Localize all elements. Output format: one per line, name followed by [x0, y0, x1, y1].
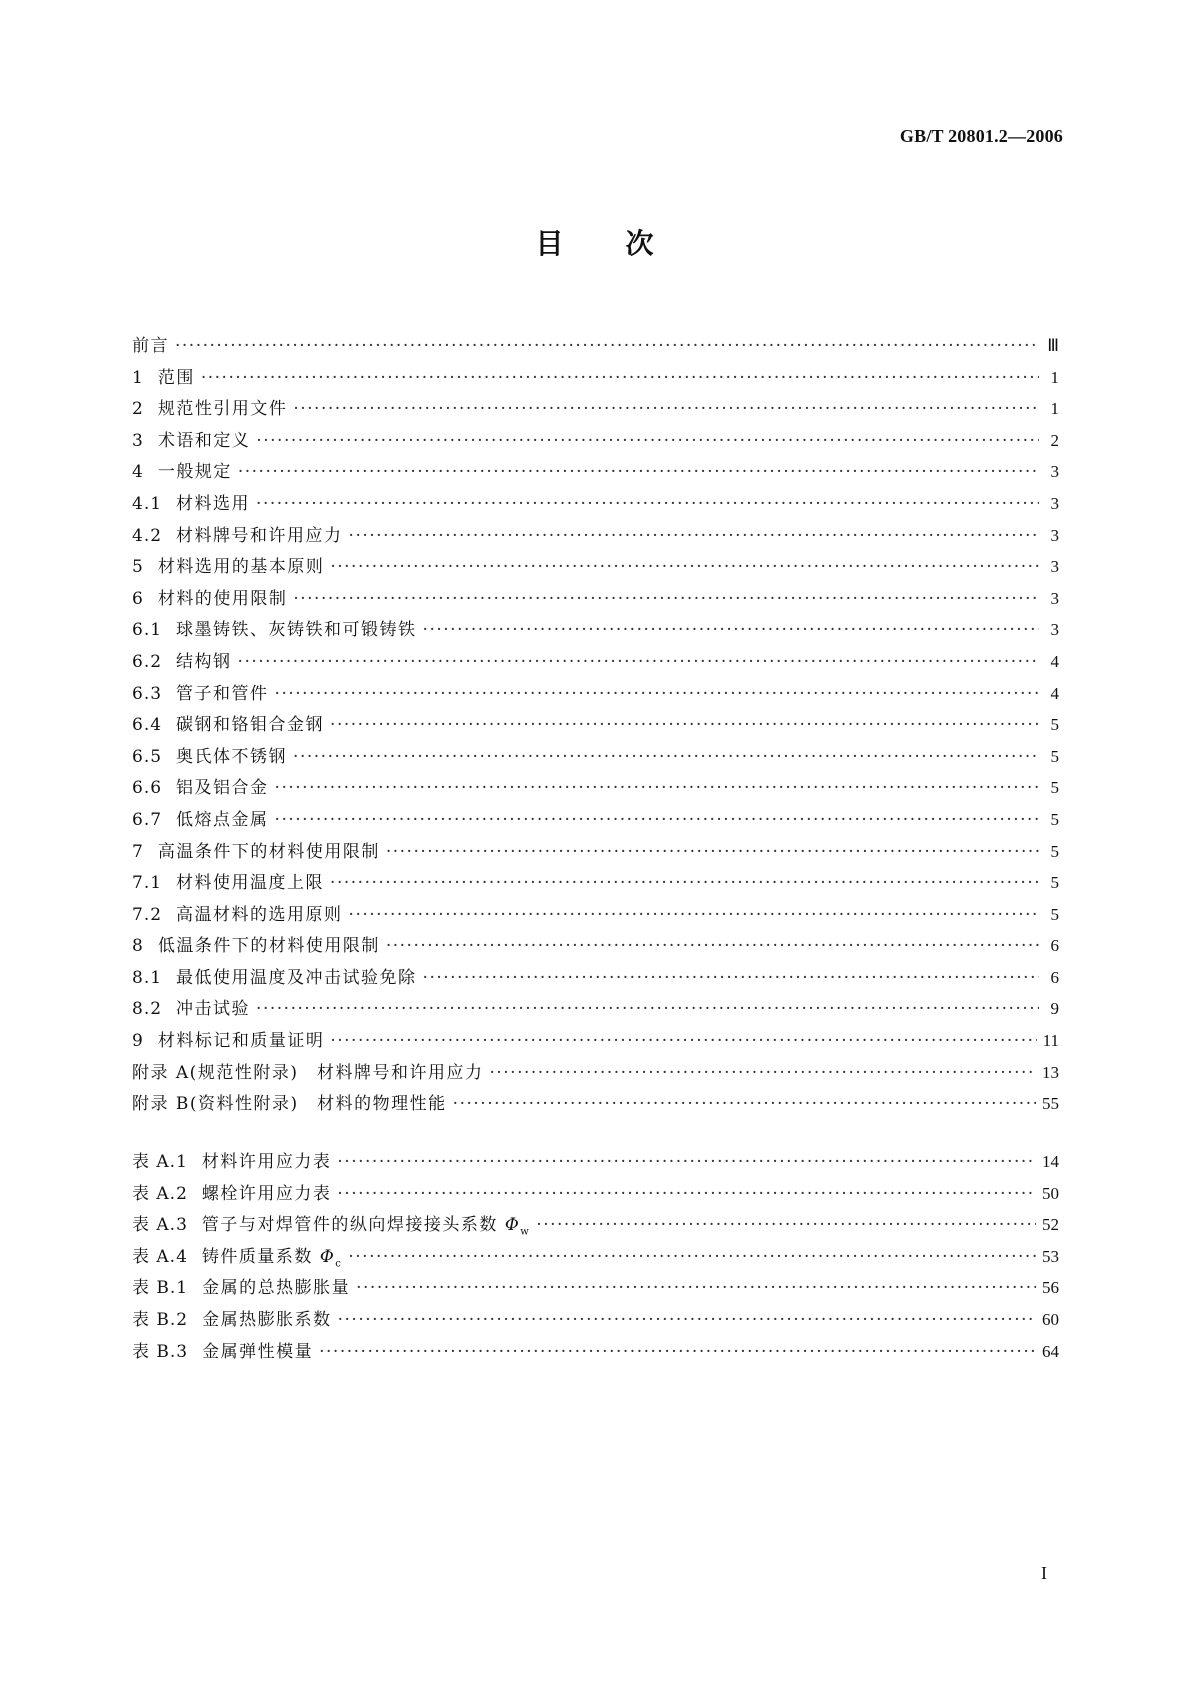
toc-entry-label-text: 材料选用 [176, 493, 251, 514]
toc-entry[interactable] [132, 741, 1059, 773]
toc-entry[interactable] [132, 520, 1059, 552]
toc-entry-page: 4 [1050, 651, 1059, 671]
toc-entry-label-text: 材料标记和质量证明 [157, 1031, 325, 1052]
toc-entry-page: 3 [1050, 525, 1059, 545]
toc-entry-number: 表 B.1 [132, 1278, 189, 1299]
toc-entry-page: 4 [1050, 683, 1059, 703]
toc-entry-page: 53 [1042, 1246, 1059, 1266]
toc-entry-label-text: 材料的使用限制 [157, 588, 288, 609]
toc-entry-page: 2 [1050, 430, 1059, 450]
toc-entry-page: 5 [1050, 715, 1059, 735]
toc-entry-label [188, 1337, 313, 1369]
toc-entry-label-text: 材料使用温度上限 [176, 873, 325, 894]
toc-entry-label [162, 615, 417, 647]
toc-entry-page: 5 [1050, 778, 1059, 798]
page-number: I [1041, 1563, 1047, 1583]
toc-entry-number: 6.1 [132, 620, 163, 641]
toc-entry-label [144, 1026, 325, 1058]
toc-entry-number: 3 [132, 430, 144, 451]
toc-entry[interactable] [132, 425, 1059, 457]
toc-entry-symbol: Φ [319, 1246, 336, 1267]
toc-entry[interactable] [132, 1025, 1059, 1057]
toc-entry-label-text: 材料许用应力表 [201, 1152, 332, 1172]
title-char-1: 目 [535, 227, 566, 260]
title-char-2: 次 [625, 227, 656, 260]
toc-entry-label-text: 奥氏体不锈钢 [176, 746, 288, 767]
toc-entry-page: 56 [1042, 1278, 1059, 1298]
toc-entry-label [144, 457, 232, 489]
toc-entry-page: 1 [1050, 399, 1059, 419]
toc-entry-page: 6 [1050, 936, 1059, 956]
toc-entry-page: 5 [1050, 746, 1059, 766]
toc-leader-dots [293, 742, 1039, 774]
toc-entry[interactable] [132, 614, 1059, 646]
toc-leader-dots [356, 1273, 1036, 1305]
page-title [0, 222, 1191, 262]
toc-entry[interactable] [132, 1088, 1059, 1120]
toc-entry[interactable] [132, 804, 1059, 836]
toc-entry-label-text: 低熔点金属 [176, 809, 269, 830]
toc-entry-label-text: 金属的总热膨胀量 [202, 1278, 351, 1299]
toc-entry-label [144, 394, 288, 426]
toc-entry-label [188, 1273, 350, 1305]
toc-leader-dots [536, 1210, 1036, 1242]
toc-entry-number: 6.2 [132, 651, 163, 672]
toc-entry[interactable] [132, 709, 1059, 741]
toc-leader-dots [386, 931, 1039, 963]
toc-entry-page: 6 [1050, 967, 1059, 987]
toc-entry-label [162, 805, 269, 837]
toc-entry-label-text: 高温材料的选用原则 [176, 904, 343, 925]
toc-entry[interactable] [132, 1146, 1059, 1178]
toc-entry-label-text: 球墨铸铁、灰铸铁和可锻铸铁 [176, 620, 417, 641]
toc-entry-label-text: 规范性引用文件 [157, 399, 288, 420]
toc-entry-label [144, 837, 380, 869]
toc-entry-number: 6.6 [132, 778, 163, 799]
standard-code: GB/T 20801.2—2006 [899, 126, 1063, 146]
toc-entry-label [162, 773, 269, 805]
toc-entry-label-text: 铸件质量系数 [201, 1246, 313, 1267]
toc-entry-number: 6.7 [132, 809, 163, 830]
toc-entry-number: 5 [132, 557, 144, 578]
toc-leader-dots [348, 1242, 1036, 1274]
toc-leader-dots [337, 1179, 1036, 1211]
toc-entry-label-text: 铝及铝合金 [176, 778, 269, 799]
toc-entry-page: 55 [1042, 1094, 1059, 1114]
toc-entry-page: 13 [1042, 1062, 1059, 1082]
toc-entry-label [162, 710, 324, 742]
toc-entry-label [162, 521, 343, 553]
toc-leader-dots [453, 1089, 1036, 1121]
toc-entry-label-text: 附录 B(资料性附录) 材料的物理性能 [132, 1094, 447, 1115]
toc-entry[interactable] [132, 1272, 1059, 1304]
toc-leader-dots [175, 331, 1039, 363]
toc-entry-page: 3 [1050, 462, 1059, 482]
toc-entry-label-text: 冲击试验 [176, 999, 251, 1020]
toc-entry-number: 表 A.3 [132, 1215, 188, 1236]
toc-leader-dots [338, 1305, 1036, 1337]
toc-entry-page: 1 [1050, 367, 1059, 387]
toc-entry[interactable] [132, 583, 1059, 615]
toc-leader-dots [330, 1026, 1036, 1058]
toc-leader-dots [337, 1147, 1036, 1179]
toc-leader-dots [330, 868, 1039, 900]
toc-entry[interactable] [132, 1304, 1059, 1336]
toc-entry-label-text: 材料牌号和许用应力 [176, 525, 343, 546]
toc-entry-number: 8.2 [132, 999, 163, 1020]
toc-entry-label [162, 868, 324, 900]
toc-entry-label [162, 679, 269, 711]
toc-entry-label-text: 结构钢 [176, 651, 232, 672]
toc-leader-dots [238, 647, 1039, 679]
toc-entry-number: 表 B.3 [132, 1341, 189, 1362]
toc-entry-number: 7 [132, 841, 144, 862]
toc-entry-page: 3 [1050, 588, 1059, 608]
toc-entry-label-text: 管子和管件 [176, 683, 269, 704]
toc-entry[interactable] [132, 1178, 1059, 1210]
toc-entry-number: 4.2 [132, 525, 163, 546]
toc-entry-page: 3 [1050, 557, 1059, 577]
toc-entry-label [188, 1179, 332, 1211]
toc-entry-number: 6.5 [132, 746, 163, 767]
toc-entry-number: 8.1 [132, 967, 163, 988]
toc-entry-number: 2 [132, 399, 144, 420]
toc-entry-page: 9 [1050, 999, 1059, 1019]
toc-entry[interactable] [132, 772, 1059, 804]
toc-entry-label-text: 附录 A(规范性附录) 材料牌号和许用应力 [132, 1062, 484, 1083]
toc-entry-label-text: 范围 [157, 367, 195, 388]
toc-entry-number: 1 [132, 367, 144, 388]
toc-entry-label-text: 材料选用的基本原则 [157, 557, 325, 578]
toc-entry[interactable] [132, 646, 1059, 678]
toc-leader-dots [293, 584, 1039, 616]
toc-entry[interactable] [132, 962, 1059, 994]
toc-entry-label-text: 碳钢和铬钼合金钢 [176, 715, 325, 736]
toc-entry-label-text: 低温条件下的材料使用限制 [157, 936, 380, 957]
toc-entry-number: 表 A.4 [132, 1246, 188, 1267]
toc-leader-dots [423, 963, 1039, 995]
table-of-contents [132, 330, 1059, 1120]
toc-entry-page: 11 [1042, 1031, 1059, 1051]
toc-entry[interactable] [132, 1209, 1059, 1241]
toc-entry-page: 64 [1042, 1341, 1059, 1361]
toc-entry-label [162, 647, 232, 679]
toc-leader-dots [275, 679, 1039, 711]
list-of-tables [132, 1146, 1059, 1367]
toc-entry-number: 9 [132, 1031, 144, 1052]
toc-entry-number: 4 [132, 462, 144, 483]
toc-entry[interactable] [132, 330, 1059, 362]
toc-leader-dots [349, 521, 1039, 553]
toc-leader-dots [330, 552, 1039, 584]
toc-entry-label [162, 742, 287, 774]
toc-entry-label [144, 584, 288, 616]
toc-entry-number: 6.4 [132, 715, 163, 736]
toc-entry-label-text: 金属弹性模量 [202, 1341, 314, 1362]
toc-entry[interactable] [132, 1241, 1059, 1273]
toc-entry-page: 5 [1050, 904, 1059, 924]
toc-leader-dots [489, 1058, 1036, 1090]
toc-entry[interactable] [132, 393, 1059, 425]
toc-entry[interactable] [132, 930, 1059, 962]
toc-entry[interactable] [132, 362, 1059, 394]
toc-entry[interactable] [132, 551, 1059, 583]
toc-entry-label-text: 高温条件下的材料使用限制 [157, 841, 380, 862]
toc-entry-label [144, 426, 251, 458]
toc-entry-number: 6.3 [132, 683, 163, 704]
toc-entry[interactable] [132, 488, 1059, 520]
toc-leader-dots [330, 710, 1039, 742]
toc-leader-dots [256, 994, 1039, 1026]
toc-entry-label [132, 331, 169, 363]
toc-entry-label-text: 最低使用温度及冲击试验免除 [176, 967, 417, 988]
toc-entry-page: 50 [1042, 1183, 1059, 1203]
toc-entry-label-text: 螺栓许用应力表 [201, 1183, 332, 1204]
toc-entry-label [188, 1305, 332, 1337]
toc-entry-label [144, 363, 195, 395]
toc-leader-dots [238, 457, 1039, 489]
toc-entry-symbol-subscript: w [520, 1226, 531, 1238]
toc-entry[interactable] [132, 867, 1059, 899]
toc-entry-label [162, 900, 343, 932]
toc-leader-dots [256, 426, 1039, 458]
toc-leader-dots [275, 805, 1039, 837]
toc-entry-symbol: Φ [504, 1215, 521, 1236]
toc-entry[interactable] [132, 836, 1059, 868]
toc-entry-label [162, 489, 250, 521]
toc-entry-label [162, 963, 417, 995]
toc-entry-label [132, 1058, 483, 1090]
toc-leader-dots [201, 363, 1039, 395]
toc-entry-number: 4.1 [132, 493, 163, 514]
toc-leader-dots [293, 394, 1039, 426]
toc-entry-page: 3 [1050, 493, 1059, 513]
toc-leader-dots [423, 615, 1039, 647]
toc-entry-page: 5 [1050, 841, 1059, 861]
toc-leader-dots [319, 1337, 1036, 1369]
toc-entry-page: 5 [1050, 809, 1059, 829]
toc-entry-label-text: 管子与对焊管件的纵向焊接接头系数 [201, 1215, 498, 1236]
toc-entry-page: 5 [1050, 873, 1059, 893]
toc-entry-number: 表 B.2 [132, 1309, 189, 1330]
toc-entry-label-text: 术语和定义 [157, 430, 251, 451]
toc-entry-page: 3 [1050, 620, 1059, 640]
toc-entry[interactable] [132, 993, 1059, 1025]
toc-entry-page: 52 [1042, 1215, 1059, 1235]
toc-leader-dots [386, 837, 1039, 869]
toc-entry-page: 60 [1042, 1309, 1059, 1329]
toc-entry-number: 7.2 [132, 904, 163, 925]
toc-entry-page: Ⅲ [1047, 336, 1059, 355]
toc-entry-number: 表 A.1 [132, 1152, 188, 1172]
toc-leader-dots [349, 900, 1039, 932]
toc-entry-label-text: 金属热膨胀系数 [202, 1309, 332, 1330]
toc-leader-dots [256, 489, 1039, 521]
toc-entry-label [144, 931, 380, 963]
toc-entry-label [132, 1089, 447, 1121]
toc-entry[interactable] [132, 1057, 1059, 1089]
toc-entry-label-text: 前言 [132, 336, 169, 356]
toc-entry[interactable] [132, 678, 1059, 710]
toc-entry-number: 8 [132, 936, 144, 957]
toc-entry-number: 6 [132, 588, 144, 609]
toc-entry[interactable] [132, 899, 1059, 931]
toc-leader-dots [275, 773, 1039, 805]
toc-entry-label-text: 一般规定 [157, 462, 232, 483]
toc-entry-label [188, 1147, 332, 1179]
toc-entry-number: 7.1 [132, 873, 163, 894]
toc-entry-symbol-subscript: c [335, 1258, 343, 1270]
toc-entry-label [144, 552, 325, 584]
toc-entry[interactable] [132, 1336, 1059, 1368]
toc-entry-page: 14 [1042, 1152, 1059, 1171]
toc-entry[interactable] [132, 456, 1059, 488]
toc-entry-label [162, 994, 250, 1026]
toc-entry-number: 表 A.2 [132, 1183, 188, 1204]
